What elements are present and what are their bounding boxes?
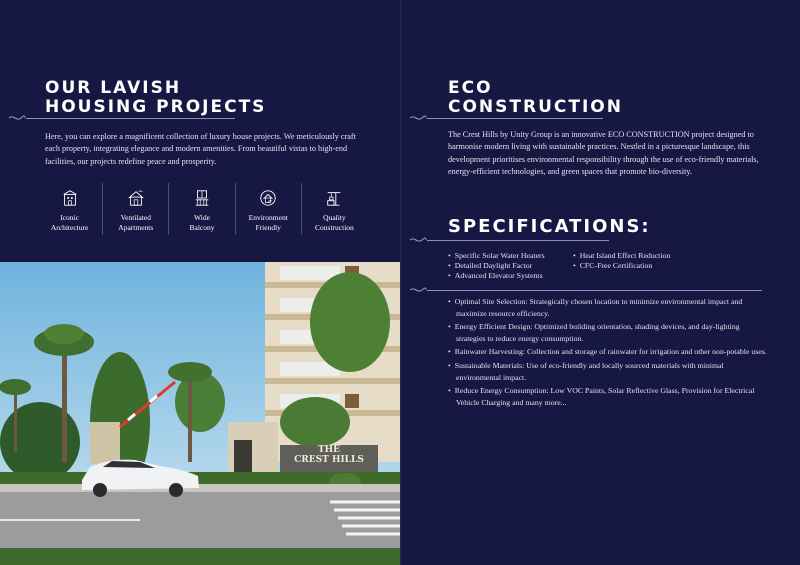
spec-detail-item: • Sustainable Materials: Use of eco-friendly and locally sourced materials with minimal environmental impact. — [448, 360, 768, 383]
ornament-swirl-icon — [409, 114, 427, 122]
house-icon — [127, 189, 145, 207]
ornament-swirl-icon — [8, 114, 26, 122]
eco-house-icon — [259, 189, 277, 207]
housing-divider — [26, 118, 235, 119]
right-page — [400, 0, 800, 565]
feature-ventilated-apartments — [103, 183, 169, 235]
sign-line1: THE — [317, 445, 341, 455]
feature-wide-balcony — [169, 183, 235, 235]
spec-detail-item: • Optimal Site Selection: Strategically chosen location to minimize environmental impact and maximize resource efficiency. — [448, 296, 768, 319]
housing-intro: Here, you can explore a magnificent collection of luxury house projects. We meticulously craft each property, integrating elegance and modern amenities. From beautiful vistas to high-end facilities, our projects redefine peace and prosperity. — [45, 132, 356, 166]
spec-item: • CFC-Free Certification — [573, 261, 670, 271]
construction-icon — [325, 189, 343, 207]
specifications-title: SPECIFICATIONS: — [448, 216, 651, 237]
spec-list-col1 — [448, 251, 545, 282]
feature-environment-friendly — [236, 183, 302, 235]
spec-detail-item: • Rainwater Harvesting: Collection and storage of rainwater for irrigation and other non-potable uses. — [448, 346, 768, 358]
feature-quality-construction — [302, 183, 367, 235]
spec-item: • Detailed Daylight Factor — [448, 261, 545, 271]
feature-label: Environment Friendly — [248, 213, 288, 232]
feature-row — [37, 183, 367, 235]
eco-description: The Crest Hills by Unity Group is an innovative ECO CONSTRUCTION project designed to harmonise modern living with sustainable practices. Nestled in a picturesque landscape, this development prioritises environmental responsibility through the use of eco-friendly materials, energy-efficient technologies, and green spaces that promote bio-diversity. — [448, 130, 759, 177]
housing-title-line1: OUR LAVISH — [45, 78, 182, 98]
spec-detail-item: • Energy Efficient Design: Optimized building orientation, shading devices, and day-lighting strategies to reduce energy consumption. — [448, 321, 768, 344]
details-divider — [427, 290, 762, 291]
eco-divider — [427, 118, 603, 119]
balcony-icon — [193, 189, 211, 207]
eco-title-line1: ECO — [448, 78, 493, 98]
eco-title-line2: CONSTRUCTION — [448, 97, 623, 118]
spec-item: • Advanced Elevator Systems — [448, 271, 545, 281]
feature-label: Ventilated Apartments — [118, 213, 154, 232]
building-icon — [61, 189, 79, 207]
ornament-swirl-icon — [409, 286, 427, 294]
feature-label: Wide Balcony — [189, 213, 215, 232]
feature-label: Iconic Architecture — [50, 213, 89, 232]
eco-title — [448, 79, 623, 117]
spec-details-list — [448, 296, 768, 410]
housing-title — [45, 79, 266, 117]
housing-title-line2: HOUSING PROJECTS — [45, 97, 267, 118]
feature-iconic-architecture — [37, 183, 103, 235]
spec-detail-item: • Reduce Energy Consumption: Low VOC Paints, Solar Reflective Glass, Provision for Electrical Vehicle Charging and many more... — [448, 385, 768, 408]
sign-line2: CREST HILLS — [294, 455, 364, 465]
specifications-divider — [427, 240, 609, 241]
building-photo — [0, 262, 400, 565]
feature-label: Quality Construction — [315, 213, 354, 232]
spec-item: • Heat Island Effect Reduction — [573, 251, 670, 261]
spec-list-col2 — [573, 251, 670, 271]
crest-hills-sign — [284, 445, 374, 465]
ornament-swirl-icon — [409, 236, 427, 244]
spec-item: • Specific Solar Water Heaters — [448, 251, 545, 261]
